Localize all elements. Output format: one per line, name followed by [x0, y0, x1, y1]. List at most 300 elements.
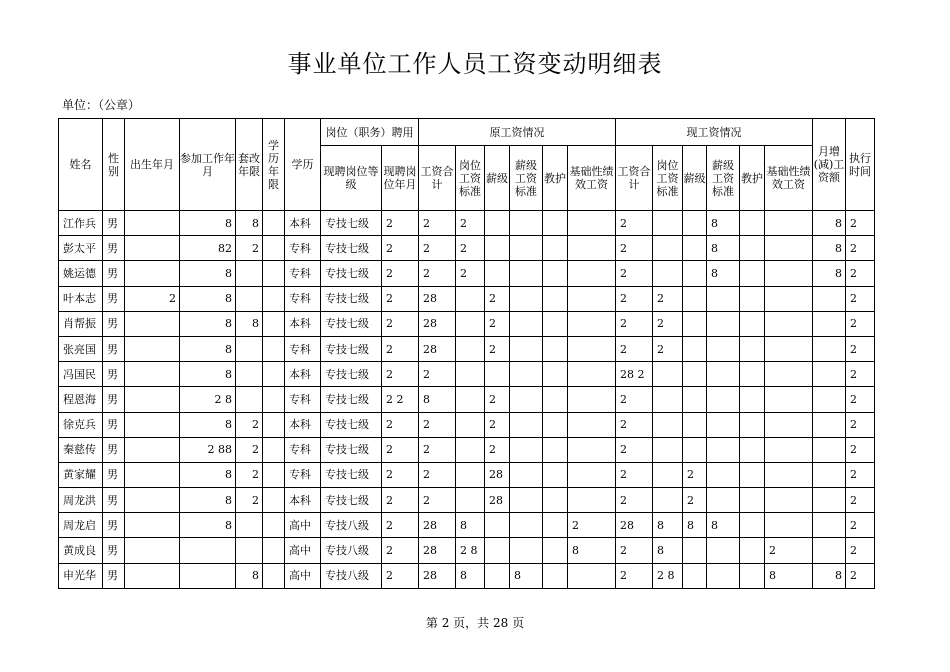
cell-ey — [263, 513, 285, 538]
cell-birth — [125, 412, 180, 437]
table-row — [59, 538, 875, 563]
cell-pd: 2 — [382, 488, 419, 513]
cell-nf — [765, 336, 813, 361]
cell-nf — [765, 236, 813, 261]
cell-ey — [263, 412, 285, 437]
header-new-grade: 薪级 — [683, 146, 707, 211]
cell-ey — [263, 462, 285, 487]
cell-work: 8 — [180, 311, 236, 336]
cell-nf — [765, 513, 813, 538]
cell-chg: 8 — [813, 211, 846, 236]
cell-on — [543, 538, 568, 563]
cell-name: 江作兵 — [59, 211, 103, 236]
cell-ot: 8 — [419, 387, 456, 412]
cell-op: 2 8 — [456, 538, 485, 563]
cell-edu: 专科 — [285, 261, 321, 286]
header-orig-total: 工资合计 — [419, 146, 456, 211]
cell-on — [543, 311, 568, 336]
cell-name: 黄家耀 — [59, 462, 103, 487]
cell-np — [653, 488, 683, 513]
cell-gender: 男 — [103, 462, 125, 487]
cell-og: 2 — [485, 286, 510, 311]
cell-chg — [813, 462, 846, 487]
cell-name: 秦慈传 — [59, 437, 103, 462]
cell-birth — [125, 211, 180, 236]
cell-work: 8 — [180, 211, 236, 236]
cell-exec: 2 — [846, 211, 875, 236]
cell-op — [456, 311, 485, 336]
cell-chg — [813, 437, 846, 462]
cell-np: 2 — [653, 286, 683, 311]
cell-tg — [236, 513, 263, 538]
cell-np — [653, 387, 683, 412]
cell-np: 8 — [653, 513, 683, 538]
cell-exec: 2 — [846, 513, 875, 538]
cell-exec: 2 — [846, 488, 875, 513]
header-orig-perf: 基础性绩效工资 — [568, 146, 616, 211]
cell-gender: 男 — [103, 412, 125, 437]
cell-work: 8 — [180, 462, 236, 487]
cell-op — [456, 362, 485, 387]
cell-exec: 2 — [846, 261, 875, 286]
header-name: 姓名 — [59, 119, 103, 211]
cell-op — [456, 488, 485, 513]
cell-nt: 2 — [616, 336, 653, 361]
cell-np — [653, 412, 683, 437]
cell-of — [568, 488, 616, 513]
cell-ng — [683, 387, 707, 412]
cell-op — [456, 286, 485, 311]
cell-nn — [740, 336, 765, 361]
cell-ng — [683, 211, 707, 236]
cell-gender: 男 — [103, 362, 125, 387]
cell-ot: 2 — [419, 412, 456, 437]
cell-nn — [740, 362, 765, 387]
cell-on — [543, 387, 568, 412]
cell-ngs — [707, 563, 740, 588]
header-new-group: 现工资情况 — [616, 119, 813, 146]
cell-edu: 本科 — [285, 362, 321, 387]
cell-tg: 2 — [236, 412, 263, 437]
cell-pd: 2 — [382, 286, 419, 311]
cell-exec: 2 — [846, 563, 875, 588]
cell-ot: 2 — [419, 211, 456, 236]
cell-name: 叶本志 — [59, 286, 103, 311]
cell-pd: 2 — [382, 563, 419, 588]
cell-ogs — [510, 261, 543, 286]
cell-of — [568, 311, 616, 336]
cell-work: 8 — [180, 513, 236, 538]
cell-birth: 2 — [125, 286, 180, 311]
cell-pd: 2 — [382, 437, 419, 462]
cell-nn — [740, 387, 765, 412]
cell-birth — [125, 236, 180, 261]
cell-ot: 28 — [419, 286, 456, 311]
cell-ogs — [510, 538, 543, 563]
cell-og — [485, 362, 510, 387]
cell-name: 周龙启 — [59, 513, 103, 538]
header-monthly-change: 月增(减)工资额 — [813, 119, 846, 211]
cell-chg — [813, 336, 846, 361]
cell-ng: 2 — [683, 462, 707, 487]
cell-chg — [813, 311, 846, 336]
cell-chg — [813, 538, 846, 563]
cell-gender: 男 — [103, 236, 125, 261]
cell-tg — [236, 336, 263, 361]
cell-tg — [236, 538, 263, 563]
cell-op — [456, 412, 485, 437]
cell-name: 申光华 — [59, 563, 103, 588]
cell-tg — [236, 362, 263, 387]
cell-on — [543, 362, 568, 387]
cell-name: 张亮国 — [59, 336, 103, 361]
cell-edu: 本科 — [285, 412, 321, 437]
cell-nf — [765, 462, 813, 487]
table-row — [59, 387, 875, 412]
cell-exec: 2 — [846, 336, 875, 361]
cell-birth — [125, 387, 180, 412]
cell-np: 8 — [653, 538, 683, 563]
cell-og — [485, 513, 510, 538]
cell-op: 8 — [456, 513, 485, 538]
header-gender: 性别 — [103, 119, 125, 211]
cell-work: 2 88 — [180, 437, 236, 462]
table-row — [59, 286, 875, 311]
cell-pd: 2 — [382, 211, 419, 236]
cell-ey — [263, 211, 285, 236]
header-pos-date: 现聘岗位年月 — [382, 146, 419, 211]
cell-exec: 2 — [846, 387, 875, 412]
cell-on — [543, 437, 568, 462]
cell-ngs — [707, 362, 740, 387]
cell-work — [180, 563, 236, 588]
cell-nt: 2 — [616, 563, 653, 588]
cell-ng — [683, 336, 707, 361]
cell-tg: 8 — [236, 563, 263, 588]
cell-ngs — [707, 462, 740, 487]
cell-of — [568, 563, 616, 588]
cell-edu: 专科 — [285, 336, 321, 361]
cell-nt: 2 — [616, 261, 653, 286]
cell-pl: 专技七级 — [321, 437, 382, 462]
cell-gender: 男 — [103, 336, 125, 361]
cell-og — [485, 538, 510, 563]
cell-ey — [263, 563, 285, 588]
cell-gender: 男 — [103, 387, 125, 412]
cell-pl: 专技七级 — [321, 211, 382, 236]
cell-ng — [683, 412, 707, 437]
cell-np — [653, 261, 683, 286]
cell-og — [485, 261, 510, 286]
cell-edu: 本科 — [285, 211, 321, 236]
cell-edu: 高中 — [285, 538, 321, 563]
cell-og: 2 — [485, 311, 510, 336]
cell-ogs — [510, 236, 543, 261]
cell-pl: 专技七级 — [321, 488, 382, 513]
cell-ot: 2 — [419, 462, 456, 487]
cell-nt: 2 — [616, 387, 653, 412]
cell-birth — [125, 488, 180, 513]
cell-np: 2 — [653, 311, 683, 336]
header-orig-grade-std: 薪级工资标准 — [510, 146, 543, 211]
cell-ogs — [510, 513, 543, 538]
salary-table — [58, 118, 875, 589]
cell-on — [543, 563, 568, 588]
cell-name: 肖帮振 — [59, 311, 103, 336]
cell-nf — [765, 261, 813, 286]
cell-np: 2 8 — [653, 563, 683, 588]
header-work-start: 参加工作年月 — [180, 119, 236, 211]
unit-label: 单位：（公章） — [62, 98, 141, 112]
cell-nt: 2 — [616, 462, 653, 487]
cell-ey — [263, 336, 285, 361]
cell-name: 姚运德 — [59, 261, 103, 286]
cell-pl: 专技七级 — [321, 362, 382, 387]
cell-ogs — [510, 211, 543, 236]
header-orig-group: 原工资情况 — [419, 119, 616, 146]
cell-exec: 2 — [846, 538, 875, 563]
cell-work: 2 8 — [180, 387, 236, 412]
cell-of — [568, 261, 616, 286]
cell-pd: 2 2 — [382, 387, 419, 412]
cell-ng — [683, 311, 707, 336]
cell-gender: 男 — [103, 211, 125, 236]
cell-ot: 2 — [419, 488, 456, 513]
cell-op — [456, 336, 485, 361]
cell-gender: 男 — [103, 513, 125, 538]
cell-ey — [263, 286, 285, 311]
header-exec-time: 执行时间 — [846, 119, 875, 211]
cell-of — [568, 362, 616, 387]
cell-edu: 本科 — [285, 311, 321, 336]
cell-nf — [765, 387, 813, 412]
cell-exec: 2 — [846, 362, 875, 387]
cell-pd: 2 — [382, 462, 419, 487]
cell-pd: 2 — [382, 412, 419, 437]
cell-gender: 男 — [103, 538, 125, 563]
cell-nn — [740, 261, 765, 286]
cell-chg: 8 — [813, 563, 846, 588]
cell-work: 8 — [180, 286, 236, 311]
cell-birth — [125, 336, 180, 361]
cell-ey — [263, 362, 285, 387]
cell-work: 8 — [180, 362, 236, 387]
cell-on — [543, 211, 568, 236]
cell-ogs — [510, 387, 543, 412]
cell-np — [653, 462, 683, 487]
cell-pl: 专技七级 — [321, 336, 382, 361]
cell-tg: 2 — [236, 488, 263, 513]
cell-ey — [263, 236, 285, 261]
cell-tg: 8 — [236, 211, 263, 236]
cell-on — [543, 412, 568, 437]
cell-ngs: 8 — [707, 513, 740, 538]
cell-op: 2 — [456, 236, 485, 261]
cell-on — [543, 236, 568, 261]
cell-nn — [740, 538, 765, 563]
cell-nn — [740, 286, 765, 311]
cell-gender: 男 — [103, 311, 125, 336]
table-row — [59, 513, 875, 538]
cell-op — [456, 462, 485, 487]
cell-ogs — [510, 362, 543, 387]
cell-ogs: 8 — [510, 563, 543, 588]
cell-pd: 2 — [382, 538, 419, 563]
cell-chg: 8 — [813, 261, 846, 286]
cell-of — [568, 286, 616, 311]
cell-edu: 高中 — [285, 513, 321, 538]
cell-ngs — [707, 286, 740, 311]
cell-ey — [263, 538, 285, 563]
page-title: 事业单位工作人员工资变动明细表 — [287, 50, 663, 78]
table-row — [59, 462, 875, 487]
cell-tg — [236, 286, 263, 311]
header-birth: 出生年月 — [125, 119, 180, 211]
cell-work: 8 — [180, 261, 236, 286]
cell-pl: 专技八级 — [321, 538, 382, 563]
cell-nf — [765, 412, 813, 437]
cell-nt: 2 — [616, 488, 653, 513]
cell-name: 黄成良 — [59, 538, 103, 563]
cell-tg — [236, 261, 263, 286]
cell-np — [653, 236, 683, 261]
header-edu-years: 学历年限 — [263, 119, 285, 211]
cell-name: 徐克兵 — [59, 412, 103, 437]
cell-on — [543, 336, 568, 361]
header-new-perf: 基础性绩效工资 — [765, 146, 813, 211]
cell-ogs — [510, 286, 543, 311]
cell-tg — [236, 387, 263, 412]
cell-ogs — [510, 412, 543, 437]
header-edu: 学历 — [285, 119, 321, 211]
cell-ng — [683, 538, 707, 563]
cell-og: 28 — [485, 488, 510, 513]
cell-of — [568, 211, 616, 236]
cell-of — [568, 437, 616, 462]
cell-ot: 2 — [419, 236, 456, 261]
header-pos-level: 现聘岗位等级 — [321, 146, 382, 211]
cell-edu: 高中 — [285, 563, 321, 588]
cell-on — [543, 488, 568, 513]
cell-nf — [765, 211, 813, 236]
cell-ngs — [707, 538, 740, 563]
cell-pl: 专技七级 — [321, 412, 382, 437]
cell-ot: 2 — [419, 437, 456, 462]
cell-pd: 2 — [382, 236, 419, 261]
cell-op: 8 — [456, 563, 485, 588]
cell-pd: 2 — [382, 261, 419, 286]
header-position-group: 岗位（职务）聘用 — [321, 119, 419, 146]
header-new-total: 工资合计 — [616, 146, 653, 211]
cell-ngs — [707, 488, 740, 513]
cell-birth — [125, 437, 180, 462]
cell-ogs — [510, 462, 543, 487]
cell-nn — [740, 437, 765, 462]
cell-nf — [765, 362, 813, 387]
table-row — [59, 211, 875, 236]
cell-ng — [683, 236, 707, 261]
cell-ngs — [707, 437, 740, 462]
cell-nf — [765, 311, 813, 336]
cell-ot: 2 — [419, 362, 456, 387]
cell-pd: 2 — [382, 362, 419, 387]
header-tao-gai: 套改年限 — [236, 119, 263, 211]
cell-ngs: 8 — [707, 261, 740, 286]
cell-np — [653, 362, 683, 387]
cell-ngs: 8 — [707, 211, 740, 236]
cell-ey — [263, 387, 285, 412]
cell-work: 8 — [180, 336, 236, 361]
cell-birth — [125, 538, 180, 563]
cell-nn — [740, 311, 765, 336]
cell-ngs: 8 — [707, 236, 740, 261]
cell-of — [568, 387, 616, 412]
cell-tg: 2 — [236, 236, 263, 261]
cell-pl: 专技八级 — [321, 513, 382, 538]
cell-ng — [683, 563, 707, 588]
cell-chg — [813, 286, 846, 311]
cell-pd: 2 — [382, 311, 419, 336]
cell-pd: 2 — [382, 513, 419, 538]
cell-birth — [125, 462, 180, 487]
cell-ey — [263, 311, 285, 336]
cell-birth — [125, 261, 180, 286]
cell-op: 2 — [456, 261, 485, 286]
cell-pl: 专技七级 — [321, 236, 382, 261]
cell-of — [568, 412, 616, 437]
page-footer: 第 2 页，共 28 页 — [425, 616, 525, 630]
cell-nn — [740, 513, 765, 538]
cell-ogs — [510, 437, 543, 462]
header-new-nursing: 教护 — [740, 146, 765, 211]
cell-ot: 28 — [419, 513, 456, 538]
cell-exec: 2 — [846, 462, 875, 487]
cell-tg: 2 — [236, 437, 263, 462]
cell-ot: 28 — [419, 336, 456, 361]
table-row — [59, 311, 875, 336]
cell-ngs — [707, 311, 740, 336]
cell-pl: 专技七级 — [321, 261, 382, 286]
cell-nt: 2 — [616, 311, 653, 336]
cell-ng — [683, 261, 707, 286]
cell-name: 冯国民 — [59, 362, 103, 387]
cell-ogs — [510, 488, 543, 513]
cell-name: 程恩海 — [59, 387, 103, 412]
table-row — [59, 437, 875, 462]
cell-nn — [740, 563, 765, 588]
table-row — [59, 488, 875, 513]
cell-edu: 专科 — [285, 462, 321, 487]
header-new-pos-std: 岗位工资标准 — [653, 146, 683, 211]
cell-og: 2 — [485, 336, 510, 361]
cell-op — [456, 437, 485, 462]
header-orig-nursing: 教护 — [543, 146, 568, 211]
cell-of: 8 — [568, 538, 616, 563]
cell-nn — [740, 412, 765, 437]
cell-exec: 2 — [846, 286, 875, 311]
cell-tg: 2 — [236, 462, 263, 487]
cell-nt: 28 2 — [616, 362, 653, 387]
cell-og — [485, 211, 510, 236]
cell-exec: 2 — [846, 236, 875, 261]
cell-birth — [125, 311, 180, 336]
cell-nt: 2 — [616, 538, 653, 563]
cell-nf: 8 — [765, 563, 813, 588]
cell-og: 2 — [485, 412, 510, 437]
cell-ot: 28 — [419, 563, 456, 588]
cell-ng — [683, 286, 707, 311]
cell-of — [568, 336, 616, 361]
